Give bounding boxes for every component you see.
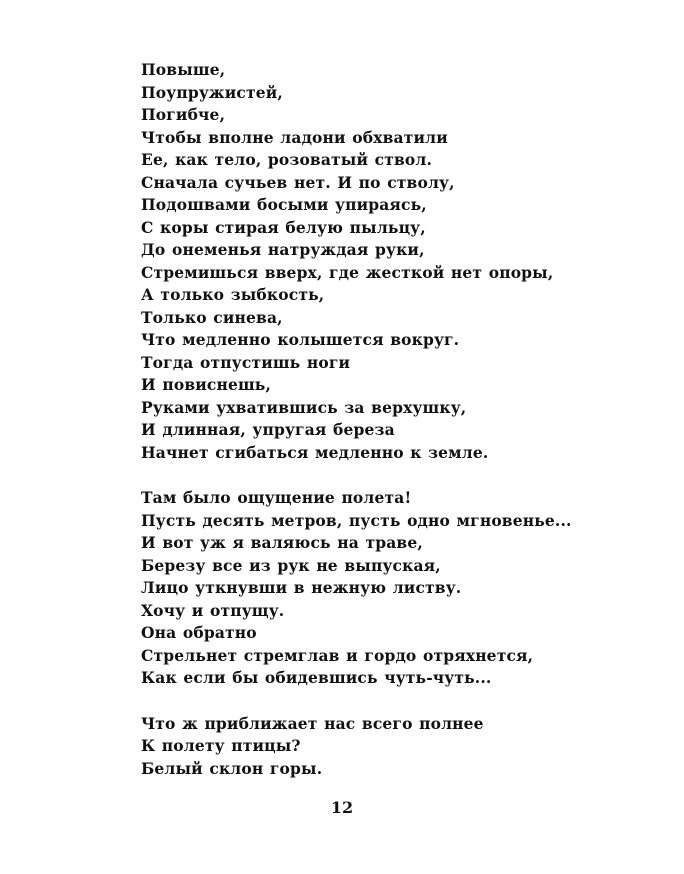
poem-line: Руками ухватившись за верхушку, — [141, 397, 467, 417]
poem-line: И повиснешь, — [141, 375, 272, 394]
poem-line: К полету птицы? — [141, 736, 301, 755]
poem-line: С коры стирая белую пыльцу, — [141, 217, 426, 237]
page-number: 12 — [330, 798, 354, 817]
poem-line: Она обратно — [141, 623, 257, 642]
poem-line: Подошвами босыми упираясь, — [141, 195, 427, 214]
poem-line: Лицо уткнувши в нежную листву. — [141, 578, 462, 597]
poem-line: Стрельнет стремглав и гордо отряхнется, — [141, 645, 534, 665]
poem-line: Березу все из рук не выпуская, — [141, 555, 441, 575]
poem-line: Только синева, — [141, 307, 283, 327]
poem-stanza — [141, 59, 661, 464]
poem-line: Тогда отпустишь ноги — [141, 352, 351, 372]
poem-line: Белый склон горы. — [141, 758, 323, 778]
poem-line: И длинная, упругая береза — [141, 420, 395, 439]
poem-line: Хочу и отпущу. — [141, 600, 285, 620]
poem-stanza — [141, 487, 661, 690]
poem-line: Начнет сгибаться медленно к земле. — [141, 442, 489, 462]
poem-line: Что медленно колышется вокруг. — [141, 330, 460, 349]
poem-line: Что ж приближает нас всего полнее — [141, 713, 484, 733]
poem-line: Там было ощущение полета! — [141, 488, 412, 507]
poem-line: Как если бы обидевшись чуть-чуть... — [141, 668, 492, 687]
poem-line: Погибче, — [141, 105, 226, 124]
poem-line: Чтобы вполне ладони обхватили — [141, 127, 448, 147]
poem-stanza — [141, 713, 661, 781]
poem-text — [141, 59, 661, 780]
poem-line: Пусть десять метров, пусть одно мгновенье... — [141, 510, 572, 530]
poem-line: Повыше, — [141, 60, 226, 79]
poem-line: Сначала сучьев нет. И по стволу, — [141, 172, 455, 192]
poem-line: Стремишься вверх, где жесткой нет опоры, — [141, 262, 554, 282]
poem-line: И вот уж я валяюсь на траве, — [141, 533, 423, 552]
poem-line: До онеменья натруждая руки, — [141, 240, 425, 259]
poem-line: Ее, как тело, розоватый ствол. — [141, 150, 433, 169]
poem-line: Поупружистей, — [141, 82, 283, 102]
poem-line: А только зыбкость, — [141, 285, 325, 304]
